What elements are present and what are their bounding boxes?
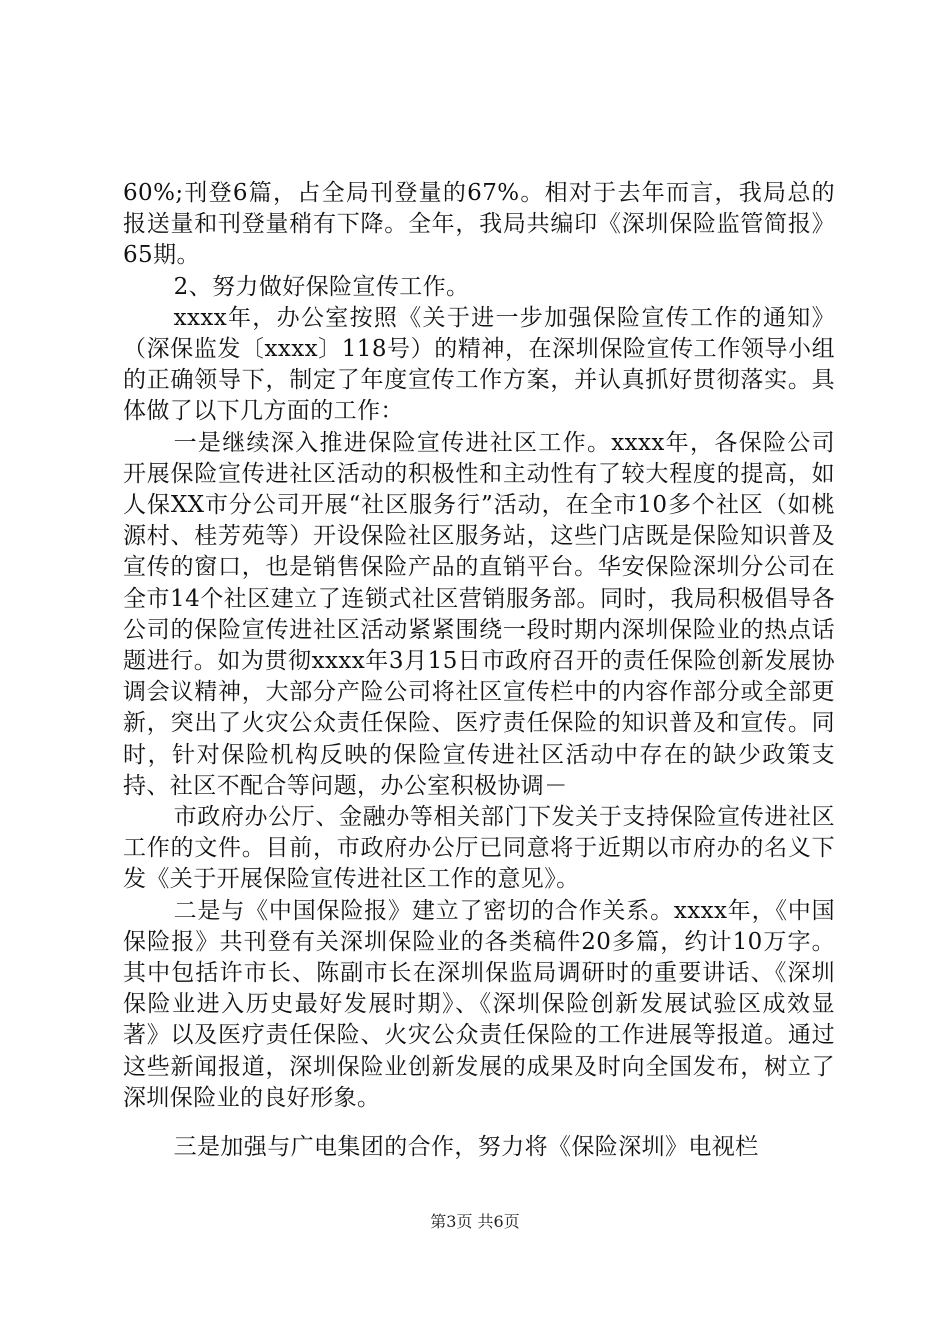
section-heading: 2、努力做好保险宣传工作。: [173, 273, 470, 300]
paragraph: 市政府办公厅、金融办等相关部门下发关于支持保险宣传进社区工作的文件。目前，市政府办公厅已同意将于近期以市府办的名义下发《关于开展保险宣传进社区工作的意见》。: [123, 804, 835, 893]
paragraph-continuation: 60%;刊登6篇，占全局刊登量的67%。相对于去年而言，我局总的报送量和刊登量稍有下降。全年，我局共编印《深圳保险监管简报》65期。: [123, 180, 835, 269]
paragraph: 二是与《中国保险报》建立了密切的合作关系。xxxx年，《中国保险报》共刊登有关深圳保险业的各类稿件20多篇，约计10万字。其中包括许市长、陈副市长在深圳保监局调研时的重要讲话、《深圳保险业进入历史最好发展时期》、《深圳保险创新发展试验区成效显著》以及医疗责任保险、火灾公众责任保险的工作进展等报道。通过这些新闻报道，深圳保险业创新发展的成果及时向全国发布，树立了深圳保险业的良好形象。: [123, 897, 835, 1111]
body-text: [123, 178, 835, 1163]
paragraph-start: 三是加强与广电集团的合作，努力将《保险深圳》电视栏: [173, 1134, 759, 1161]
paragraph: 一是继续深入推进保险宣传进社区工作。xxxx年，各保险公司开展保险宣传进社区活动的积极性和主动性有了较大程度的提高，如人保XX市分公司开展“社区服务行”活动，在全市10多个社区（如桃源村、桂芳苑等）开设保险社区服务站，这些门店既是保险知识普及宣传的窗口，也是销售保险产品的直销平台。华安保险深圳分公司在全市14个社区建立了连锁式社区营销服务部。同时，我局积极倡导各公司的保险宣传进社区活动紧紧围绕一段时期内深圳保险业的热点话题进行。如为贯彻xxxx年3月15日市政府召开的责任保险创新发展协调会议精神，大部分产险公司将社区宣传栏中的内容作部分或全部更新，突出了火灾公众责任保险、医疗责任保险的知识普及和宣传。同时，针对保险机构反映的保险宣传进社区活动中存在的缺少政策支持、社区不配合等问题，办公室积极协调－: [123, 429, 835, 799]
page-footer: 第3页 共6页: [430, 1212, 520, 1231]
paragraph: xxxx年，办公室按照《关于进一步加强保险宣传工作的通知》（深保监发〔xxxx〕118号）的精神，在深圳保险宣传工作领导小组的正确领导下，制定了年度宣传工作方案，并认真抓好贯彻落实。具体做了以下几方面的工作：: [123, 304, 835, 425]
